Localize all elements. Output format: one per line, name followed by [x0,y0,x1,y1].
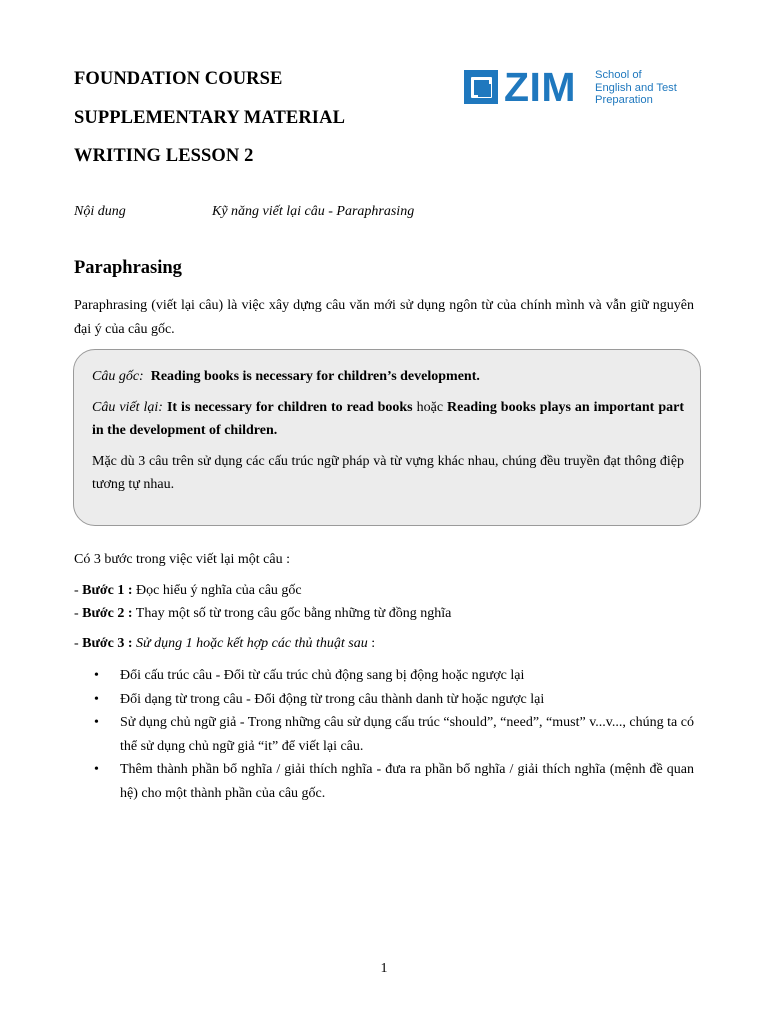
original-text: Reading books is necessary for children’s development. [150,369,480,384]
rewritten-sentences [92,396,684,442]
step-3-label: Bước 3 : [82,636,133,651]
example-box [73,349,701,526]
bullet-icon: • [94,715,99,730]
intro-paragraph: Paraphrasing (viết lại câu) là việc xây dựng câu văn mới sử dụng ngôn từ của chính mình và vẫn giữ nguyên đại ý của câu gốc. [74,298,694,337]
lesson-title: WRITING LESSON 2 [74,146,254,166]
bullet-icon: • [94,668,99,683]
example-note: Mặc dù 3 câu trên sử dụng các cấu trúc ngữ pháp và từ vựng khác nhau, chúng đều truyền đạt thông điệp tương tự nhau. [92,454,684,492]
rewrite-option-2: Reading books plays an important part in the development of children. [92,400,684,438]
book-icon [464,70,498,104]
list-item: • Đổi dạng từ trong câu - Đổi động từ trong câu thành danh từ hoặc ngược lại [74,688,694,712]
step-3-text: Sử dụng 1 hoặc kết hợp các thủ thuật sau [136,636,368,651]
step-1-text: Đọc hiểu ý nghĩa của câu gốc [136,583,302,598]
material-title: SUPPLEMENTARY MATERIAL [74,108,346,128]
rewrite-label: Câu viết lại: [92,400,163,415]
list-item: • Đổi cấu trúc câu - Đổi từ cấu trúc chủ động sang bị động hoặc ngược lại [74,664,694,688]
logo-brand: ZIM [504,64,577,110]
step-1: - Bước 1 : Đọc hiểu ý nghĩa của câu gốc [74,583,302,598]
steps-intro: Có 3 bước trong việc viết lại một câu : [74,552,290,567]
course-title: FOUNDATION COURSE [74,69,283,89]
page-number: 1 [380,961,388,976]
content-value: Kỹ năng viết lại câu - Paraphrasing [212,204,415,219]
connector-word: hoặc [416,400,444,415]
list-item: • Sử dụng chủ ngữ giả - Trong những câu sử dụng cấu trúc “should”, “need”, “must” v...v..., chúng ta có thể sử dụng chủ ngữ giả “it” để viết lại câu. [74,711,694,758]
rewrite-option-1: It is necessary for children to read books [166,400,413,415]
step-2: - Bước 2 : Thay một số từ trong câu gốc bằng những từ đồng nghĩa [74,606,452,621]
section-heading: Paraphrasing [74,258,182,278]
original-label: Câu gốc: [92,369,144,384]
bullet-icon: • [94,691,99,707]
step-2-text: Thay một số từ trong câu gốc bằng những từ đồng nghĩa [135,606,452,621]
technique-list [74,664,694,805]
original-sentence [92,365,684,388]
step-3: - Bước 3 : Sử dụng 1 hoặc kết hợp các thủ thuật sau : [74,636,376,651]
content-label: Nội dung [74,204,126,219]
step-1-label: Bước 1 : [82,583,133,598]
bullet-icon: • [94,762,99,777]
list-item: • Thêm thành phần bổ nghĩa / giải thích nghĩa - đưa ra phần bổ nghĩa / giải thích nghĩa (mệnh đề quan hệ) cho một thành phần của câu gốc. [74,758,694,805]
logo-tagline: School of English and Test Preparation [595,69,677,106]
step-2-label: Bước 2 : [82,606,133,621]
